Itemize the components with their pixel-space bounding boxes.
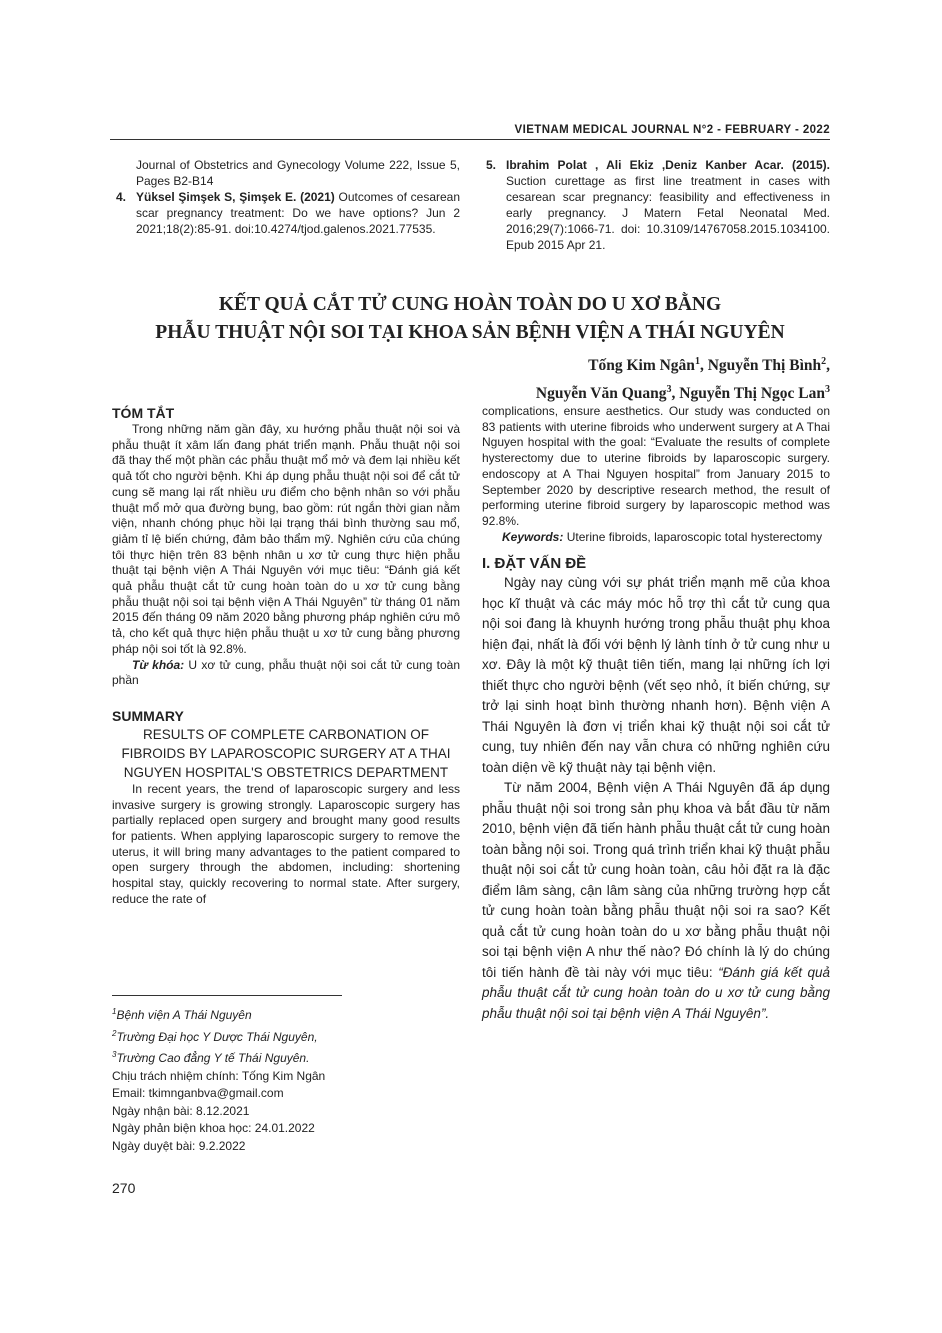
reference-text: Journal of Obstetrics and Gynecology Volume 222, Issue 5, Pages B2-B14 — [136, 158, 460, 188]
authors-line-1: Tống Kim Ngân$^1$, Nguyễn Thị Bình$^2$, — [588, 356, 830, 375]
introduction-paragraph-2-text: Từ năm 2004, Bệnh viện A Thái Nguyên đã áp dụng phẫu thuật nội soi trong sản phụ khoa và bắt đầu từ năm 2010, bệnh viện đã tiến hành phẫu thuật cắt tử cung hoàn toàn bằng nội soi. Trong quá trình triển khai kỹ thuật phẫu thuật nội soi cắt tử cung hoàn toàn, câu hỏi đặt ra là đặc điểm lâm sàng, cận lâm sàng của những trường hợp cắt tử cung hoàn toàn bằng phẫu thuật nội soi ra sao? Kết quả cắt tử cung hoàn toàn do u xơ bằng phẫu thuật nội soi tại bệnh viện A như thế nào? Đó chính là lý do chúng tôi tiến hành đề tài này với mục tiêu: — [482, 780, 830, 980]
reference-continuation — [112, 157, 460, 189]
journal-header: VIETNAM MEDICAL JOURNAL N°2 - FEBRUARY - 2022 — [514, 124, 830, 136]
title-line-2: PHẪU THUẬT NỘI SOI TẠI KHOA SẢN BỆNH VIỆN A THÁI NGUYÊN — [155, 322, 785, 343]
keywords-en — [482, 530, 830, 546]
abstract-vi-text: Trong những năm gần đây, xu hướng phẫu thuật nội soi và phẫu thuật ít xâm lấn đang phát triển mạnh. Phẫu thuật nội soi đã thay thế một phần các phẫu thuật mổ mở và đem lại nhiều kết quả tốt cho người bệnh. Khi áp dụng phẫu thuật nội soi để cắt tử cung sẽ mang lại rất nhiều ưu điểm cho bệnh nhân so với phẫu thuật mổ mở qua đường bụng, bao gồm: rút ngắn thời gian nằm viện, nhanh chóng phục hồi lại trạng thái bình thường sau mổ, giảm tỉ lệ biến chứng, đảm bảo thẩm mỹ. Nghiên cứu của chúng tôi thực hiện trên 83 bệnh nhân u xơ tử cung thực hiện phẫu thuật tại bệnh viện A Thái Nguyên với mục tiêu: “Đánh giá kết quả phẫu thuật cắt tử cung hoàn toàn do u xơ tử cung bằng phẫu thuật nội soi tại bệnh viện A Thái Nguyên” từ tháng 01 năm 2015 đến tháng 09 năm 2020 bằng phương pháp nghiên cứu mô tả, cho kết quả thực hiện phẫu thuật u xơ tử cung bằng phương pháp nội soi tốt là 92.8%. — [112, 422, 460, 656]
author-affiliation: 2 — [821, 356, 827, 367]
affiliation-1 — [112, 1003, 460, 1025]
summary-heading: SUMMARY — [112, 707, 184, 724]
reference-number: 4. — [116, 190, 127, 204]
author-name: Tống Kim Ngân — [588, 357, 695, 375]
summary-text-part-2: complications, ensure aesthetics. Our study was conducted on 83 patients with uterine fibroids who underwent surgery at A Thai Nguyen hospital with the goal: “Evaluate the results of complete hysterectomy due to uterine fibroids by laparoscopic surgery. endoscopy at A Thai Nguyen hospital” from January 2015 to September 2020 by descriptive research method, the result of performing uterine fibroid surgery by laparoscopic method was 92.8%. — [482, 404, 830, 528]
author-name: Nguyễn Thị Bình — [707, 357, 822, 375]
responsible-author: Chịu trách nhiệm chính: Tống Kim Ngân — [112, 1068, 326, 1083]
affiliation-text: Bệnh viện A Thái Nguyên — [116, 1008, 252, 1022]
references-left — [112, 157, 460, 237]
affiliation-number: 3 — [112, 1050, 117, 1059]
reference-number: 5. — [486, 158, 497, 172]
author-affiliation: 1 — [694, 356, 700, 367]
keywords-vi — [112, 658, 460, 689]
affiliation-2 — [112, 1025, 460, 1047]
footnote-rule — [112, 995, 342, 996]
affiliation-3 — [112, 1046, 460, 1068]
keywords-en-text: Uterine fibroids, laparoscopic total hysterectomy — [563, 529, 823, 544]
introduction-paragraph-1: Ngày nay cùng với sự phát triển mạnh mẽ của khoa học kĩ thuật và các máy móc hỗ trợ thì cắt tử cung qua nội soi đang là khuynh hướng trong phẫu thuật phụ khoa hiện đại, nhất là đối với bệnh lý lành tính ở tử cung như u xơ. Đây là một kỹ thuật tiên tiến, mang lại những ích lợi thiết thực cho người bệnh (vết sẹo nhỏ, ít biến chứng, sự trở lại sinh hoạt bình thường nhanh hơn). Bệnh viện A Thái Nguyên là đơn vị triển khai kỹ thuật nội soi cắt tử cung, tuy nhiên đến nay vẫn chưa có những nghiên cứu toàn diện về kỹ thuật này tại bệnh viện. — [482, 575, 830, 775]
reference-authors: Yüksel Şimşek S, Şimşek E. (2021) — [136, 190, 335, 204]
page-number: 270 — [112, 1180, 136, 1196]
references-right — [482, 157, 830, 253]
authors-line-2: Nguyễn Văn Quang$^3$, Nguyễn Thị Ngọc Lan$^3$ — [535, 384, 830, 403]
right-column — [482, 404, 830, 1024]
date-approved: Ngày duyệt bài: 9.2.2022 — [112, 1138, 246, 1153]
affiliation-number: 2 — [112, 1028, 117, 1038]
author-affiliation: 3 — [825, 384, 830, 396]
author-name: Nguyễn Thị Ngọc Lan — [679, 385, 825, 403]
reference-authors: Ibrahim Polat , Ali Ekiz ,Deniz Kanber Acar. (2015). — [506, 158, 830, 172]
summary-text-part-1: In recent years, the trend of laparoscopic surgery and less invasive surgery is growing strongly. Laparoscopic surgery has partially replaced open surgery and brought many good results for patients. When applying laparoscopic surgery to remove the uterus, it will bring many advantages to the patient compared to open surgery through the abdomen, including: shortening hospital stay, quickly recovering to normal state. After surgery, reduce the rate of — [112, 781, 460, 906]
author-affiliation: 3 — [666, 384, 672, 396]
affiliation-number: 1 — [112, 1007, 117, 1016]
summary-title: RESULTS OF COMPLETE CARBONATION OF FIBROIDS BY LAPAROSCOPIC SURGERY AT A THAI NGUYEN HOSPITAL'S OBSTETRICS DEPARTMENT — [121, 726, 451, 780]
reference-5 — [482, 157, 830, 253]
abstract-vi-heading: TÓM TẮT — [112, 405, 175, 421]
affiliation-text: Trường Đại học Y Dược Thái Nguyên, — [116, 1029, 318, 1044]
keywords-en-label: Keywords: — [502, 529, 564, 544]
date-received: Ngày nhận bài: 8.12.2021 — [112, 1103, 250, 1118]
affiliation-text: Trường Cao đẳng Y tế Thái Nguyên. — [116, 1051, 310, 1065]
header-rule — [110, 139, 830, 140]
authors — [430, 350, 830, 406]
author-email: Email: tkimnganbva@gmail.com — [112, 1086, 284, 1100]
keywords-vi-text: U xơ tử cung, phẫu thuật nội soi cắt tử cung toàn phần — [112, 657, 461, 688]
introduction-heading: I. ĐẶT VẤN ĐỀ — [482, 555, 587, 573]
title-line-1: KẾT QUẢ CẮT TỬ CUNG HOÀN TOÀN DO U XƠ BẰNG — [218, 294, 722, 315]
date-reviewed: Ngày phản biện khoa học: 24.01.2022 — [112, 1121, 315, 1135]
keywords-vi-label: Từ khóa: — [132, 657, 185, 672]
left-column — [112, 404, 460, 908]
article-title — [110, 291, 830, 347]
reference-text: Suction curettage as first line treatment in cases with cesarean scar pregnancy: feasibility and effectiveness in early pregnancy. J Matern Fetal Neonatal Med. 2016;29(7):1066-71. doi: 10.3109/14767058.2015.1034100. Epub 2015 Apr 21. — [506, 174, 830, 252]
author-name: Nguyễn Văn Quang — [535, 385, 667, 403]
reference-4 — [112, 189, 460, 237]
introduction-paragraph-2 — [482, 778, 830, 1024]
footnotes — [112, 1003, 460, 1155]
study-objective: “Đánh giá kết quả phẫu thuật cắt tử cung hoàn toàn do u xơ tử cung bằng phẫu thuật nội soi tại bệnh viện A Thái Nguyên”. — [482, 964, 830, 1021]
reference-text: Outcomes of cesarean scar pregnancy treatment: Do we have options? Jun 2 2021;18(2):85-91. doi:10.4274/tjod.galenos.2021.77535. — [136, 190, 461, 236]
